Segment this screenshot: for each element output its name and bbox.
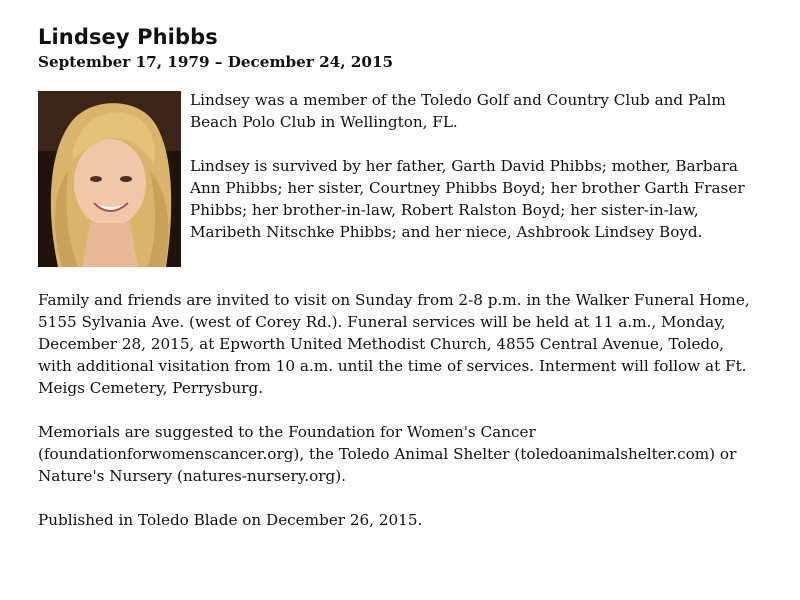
obituary-page bbox=[38, 24, 762, 531]
obituary-dates: September 17, 1979 – December 24, 2015 bbox=[38, 53, 394, 71]
photo-and-intro bbox=[38, 89, 762, 267]
portrait-photo bbox=[38, 91, 181, 267]
paragraph-services: Family and friends are invited to visit on Sunday from 2-8 p.m. in the Walker Funeral Home, 5155 Sylvania Ave. (west of Corey Rd.). Funeral services will be held at 11 a.m., Monday, December 28, 2015, at Epworth United Methodist Church, 4855 Central Avenue, Toledo, with additional visitation from 10 a.m. until the time of services. Interment will follow at Ft. Meigs Cemetery, Perrysburg. bbox=[38, 291, 750, 397]
intro-text bbox=[190, 89, 762, 243]
paragraph-published: Published in Toledo Blade on December 26, 2015. bbox=[38, 511, 423, 529]
paragraph-clubs: Lindsey was a member of the Toledo Golf and Country Club and Palm Beach Polo Club in Wellington, FL. bbox=[190, 91, 726, 131]
obituary-name: Lindsey Phibbs bbox=[38, 25, 218, 49]
paragraph-memorials: Memorials are suggested to the Foundation for Women's Cancer (foundationforwomenscancer.org), the Toledo Animal Shelter (toledoanimalshelter.com) or Nature's Nursery (natures-nursery.org). bbox=[38, 423, 737, 485]
paragraph-survivors: Lindsey is survived by her father, Garth David Phibbs; mother, Barbara Ann Phibbs; her sister, Courtney Phibbs Boyd; her brother Garth Fraser Phibbs; her brother-in-law, Robert Ralston Boyd; her sister-in-law, Maribeth Nitschke Phibbs; and her niece, Ashbrook Lindsey Boyd. bbox=[190, 157, 745, 241]
